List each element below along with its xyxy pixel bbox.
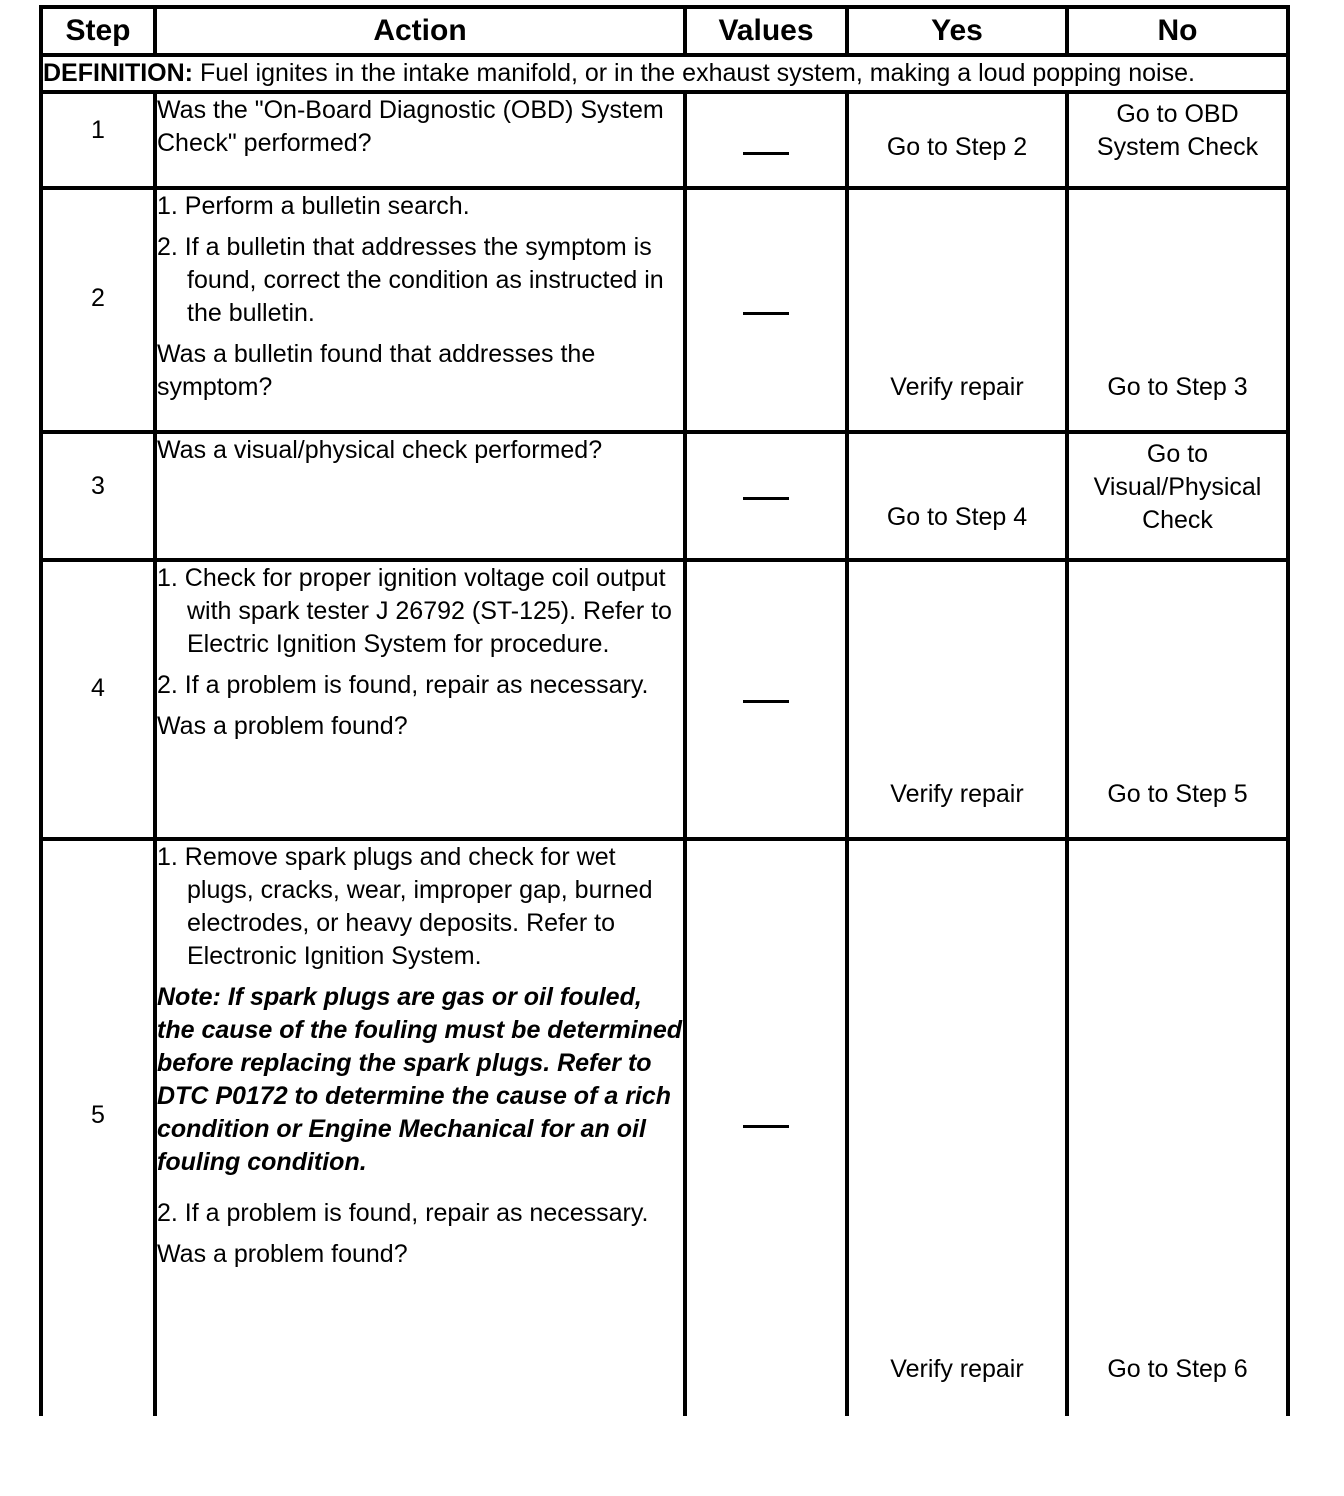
yes-cell	[847, 188, 1067, 432]
table-row	[41, 839, 1288, 1416]
action-cell	[155, 432, 685, 560]
no-cell	[1067, 188, 1288, 432]
step-number-text: 4	[91, 674, 105, 702]
header-no: No	[1067, 7, 1288, 55]
action-cell	[155, 560, 685, 839]
header-action: Action	[155, 7, 685, 55]
table-row	[41, 560, 1288, 839]
action-question: Was a bulletin found that addresses the symptom?	[157, 340, 596, 401]
step-number	[41, 432, 155, 560]
step-number	[41, 92, 155, 188]
step-number-text: 1	[91, 116, 105, 144]
value-dash	[743, 152, 789, 155]
action-step-item: 1. Perform a bulletin search.	[157, 192, 470, 220]
action-step-item: 2. If a bulletin that addresses the symptom is found, correct the condition as instructed in the bulletin.	[157, 233, 664, 327]
action-question: Was a problem found?	[157, 1240, 408, 1268]
action-step-item: 1. Remove spark plugs and check for wet plugs, cracks, wear, improper gap, burned electrodes, or heavy deposits. Refer to Electronic Ignition System.	[157, 843, 653, 970]
step-number-text: 5	[91, 1101, 105, 1129]
action-step-item: 1. Check for proper ignition voltage coil output with spark tester J 26792 (ST-125). Refer to Electric Ignition System for procedure.	[157, 564, 672, 658]
values-cell	[685, 560, 847, 839]
value-dash	[743, 700, 789, 703]
header-step: Step	[41, 7, 155, 55]
diagnostic-table	[39, 5, 1290, 1416]
action-question: Was the "On-Board Diagnostic (OBD) System Check" performed?	[157, 96, 664, 157]
yes-cell	[847, 92, 1067, 188]
no-cell	[1067, 92, 1288, 188]
yes-cell	[847, 839, 1067, 1416]
yes-text: Verify repair	[890, 373, 1024, 401]
table-row	[41, 188, 1288, 432]
no-text: Go to Step 6	[1107, 1355, 1248, 1383]
action-question: Was a problem found?	[157, 712, 408, 740]
yes-cell	[847, 560, 1067, 839]
table-row	[41, 432, 1288, 560]
action-step-item: 2. If a problem is found, repair as necessary.	[157, 671, 649, 699]
definition-row	[41, 55, 1288, 92]
yes-text: Verify repair	[890, 780, 1024, 808]
action-note: Note: If spark plugs are gas or oil fouled, the cause of the fouling must be determined before replacing the spark plugs. Refer to DTC P0172 to determine the cause of a rich condition or Engine Mechanical for an oil fouling condition.	[157, 983, 683, 1176]
step-number-text: 2	[91, 284, 105, 312]
yes-text: Go to Step 4	[886, 503, 1028, 531]
no-text: Go to OBD System Check	[1096, 100, 1259, 161]
yes-text: Go to Step 2	[886, 133, 1028, 161]
step-number	[41, 839, 155, 1416]
action-cell	[155, 92, 685, 188]
definition-label: DEFINITION:	[43, 59, 193, 87]
step-number	[41, 188, 155, 432]
values-cell	[685, 188, 847, 432]
value-dash	[743, 497, 789, 500]
definition-text: Fuel ignites in the intake manifold, or in the exhaust system, making a loud popping noise.	[193, 59, 1195, 87]
action-cell	[155, 188, 685, 432]
table-row	[41, 92, 1288, 188]
definition-cell	[41, 55, 1288, 92]
page-bottom-margin	[0, 1456, 1344, 1496]
action-step-item: 2. If a problem is found, repair as necessary.	[157, 1199, 649, 1227]
step-number	[41, 560, 155, 839]
header-row	[41, 7, 1288, 55]
value-dash	[743, 1125, 789, 1128]
action-question: Was a visual/physical check performed?	[157, 436, 603, 464]
no-text: Go to Visual/Physical Check	[1093, 440, 1262, 534]
values-cell	[685, 432, 847, 560]
header-yes: Yes	[847, 7, 1067, 55]
values-cell	[685, 92, 847, 188]
no-cell	[1067, 560, 1288, 839]
no-cell	[1067, 432, 1288, 560]
values-cell	[685, 839, 847, 1416]
no-text: Go to Step 5	[1107, 780, 1248, 808]
no-cell	[1067, 839, 1288, 1416]
header-values: Values	[685, 7, 847, 55]
no-text: Go to Step 3	[1107, 373, 1248, 401]
step-number-text: 3	[91, 472, 105, 500]
yes-cell	[847, 432, 1067, 560]
yes-text: Verify repair	[890, 1355, 1024, 1383]
value-dash	[743, 312, 789, 315]
action-cell	[155, 839, 685, 1416]
